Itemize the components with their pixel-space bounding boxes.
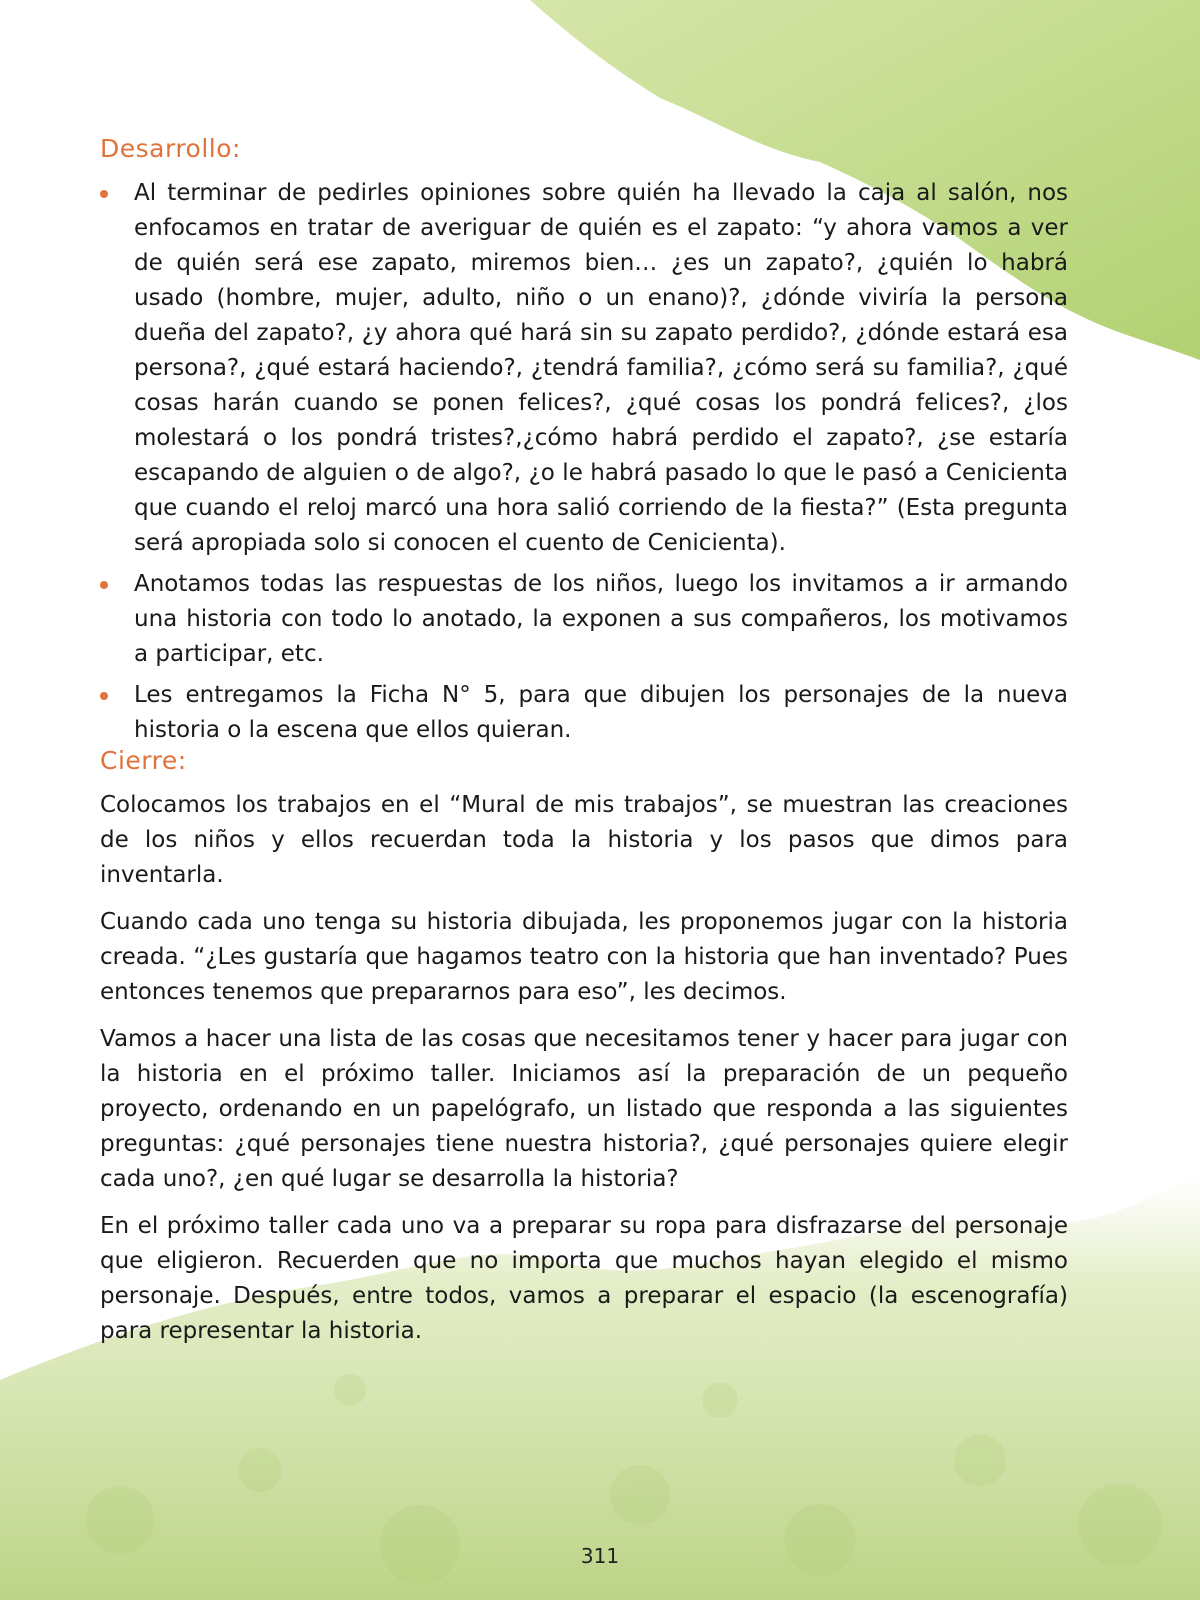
closing-paragraph: Cuando cada uno tenga su historia dibujada, les proponemos jugar con la historia creada. “¿Les gustaría que hagamos teatro con la historia que han inventado? Pues entonces tenemos que prepararnos para eso”, les decimos. xyxy=(100,909,1068,1005)
list-item xyxy=(100,176,1068,561)
list-item xyxy=(100,678,1068,748)
development-heading: Desarrollo: xyxy=(100,134,241,163)
closing-section xyxy=(100,788,1068,1361)
closing-paragraph: Colocamos los trabajos en el “Mural de mis trabajos”, se muestran las creaciones de los niños y ellos recuerdan toda la historia y los pasos que dimos para inventarla. xyxy=(100,792,1068,888)
closing-paragraph: En el próximo taller cada uno va a preparar su ropa para disfrazarse del personaje que eligieron. Recuerden que no importa que muchos hayan elegido el mismo personaje. Después, entre todos, vamos a preparar el espacio (la escenografía) para representar la historia. xyxy=(100,1213,1068,1344)
closing-paragraph: Vamos a hacer una lista de las cosas que necesitamos tener y hacer para jugar con la historia en el próximo taller. Iniciamos así la preparación de un pequeño proyecto, ordenando en un papelógrafo, un listado que responda a las siguientes preguntas: ¿qué personajes tiene nuestra historia?, ¿qué personajes quiere elegir cada uno?, ¿en qué lugar se desarrolla la historia? xyxy=(100,1026,1068,1192)
bullet-dot-icon xyxy=(100,581,108,589)
bullet-text: Anotamos todas las respuestas de los niños, luego los invitamos a ir armando una historia con todo lo anotado, la exponen a sus compañeros, los motivamos a participar, etc. xyxy=(134,571,1068,667)
bullet-dot-icon xyxy=(100,190,108,198)
bullet-text: Al terminar de pedirles opiniones sobre quién ha llevado la caja al salón, nos enfocamos en tratar de averiguar de quién es el zapato: “y ahora vamos a ver de quién será ese zapato, miremos bien… ¿es un zapato?, ¿quién lo habrá usado (hombre, mujer, adulto, niño o un enano)?, ¿dónde viviría la persona dueña del zapato?, ¿y ahora qué hará sin su zapato perdido?, ¿dónde estará esa persona?, ¿qué estará haciendo?, ¿tendrá familia?, ¿cómo será su familia?, ¿qué cosas harán cuando se ponen felices?, ¿qué cosas los pondrá felices?, ¿los molestará o los pondrá tristes?,¿cómo habrá perdido el zapato?, ¿se estaría escapando de alguien o de algo?, ¿o le habrá pasado lo que le pasó a Cenicienta que cuando el reloj marcó una hora salió corriendo de la fiesta?” (Esta pregunta será apropiada solo si conocen el cuento de Cenicienta). xyxy=(134,180,1068,556)
bullet-dot-icon xyxy=(100,692,108,700)
bullet-text: Les entregamos la Ficha N° 5, para que dibujen los personajes de la nueva historia o la escena que ellos quieran. xyxy=(134,682,1068,743)
list-item xyxy=(100,567,1068,672)
development-bullet-list xyxy=(100,176,1068,754)
closing-heading: Cierre: xyxy=(100,746,187,775)
page-number: 311 xyxy=(580,1544,620,1568)
